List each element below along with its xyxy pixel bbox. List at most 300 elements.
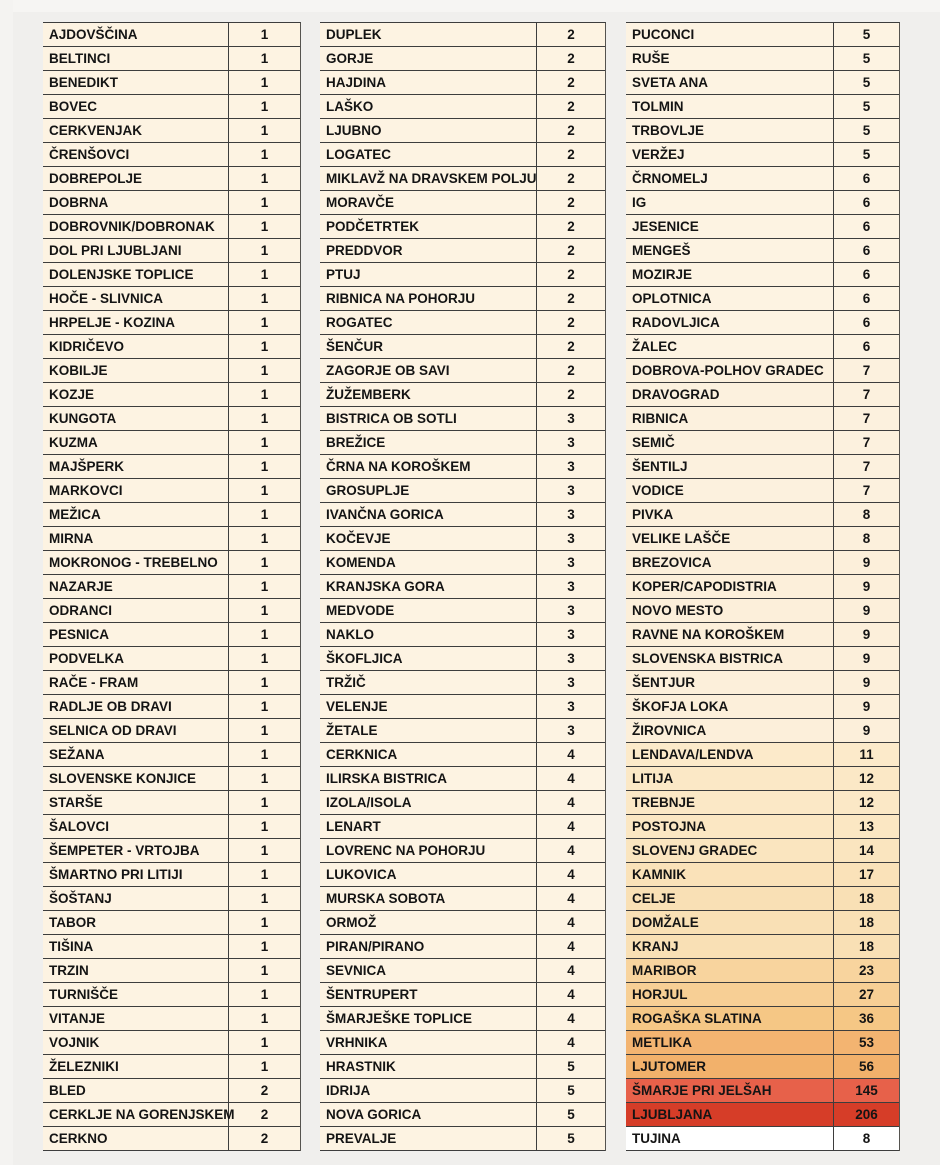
municipality-name-cell[interactable]: NAZARJE [49,579,113,594]
municipality-name-cell[interactable]: ŠALOVCI [49,819,110,834]
municipality-count-cell[interactable]: 2 [536,143,605,166]
municipality-name-cell[interactable]: LITIJA [632,771,674,786]
municipality-count-cell[interactable]: 5 [833,47,899,70]
municipality-name-cell[interactable]: RADLJE OB DRAVI [49,699,172,714]
municipality-name-cell[interactable]: LAŠKO [326,99,374,114]
municipality-name-cell[interactable]: ODRANCI [49,603,112,618]
municipality-count-cell[interactable]: 1 [228,1007,300,1030]
table-row [43,599,300,623]
municipality-count-cell[interactable]: 7 [833,455,899,478]
municipality-count-cell[interactable]: 6 [833,239,899,262]
municipality-name-cell[interactable]: AJDOVŠČINA [49,27,138,42]
municipality-count-cell[interactable]: 1 [228,287,300,310]
table-row [320,431,605,455]
municipality-table-3 [626,22,900,1151]
municipality-count-cell[interactable]: 1 [228,575,300,598]
municipality-name-cell[interactable]: MORAVČE [326,195,395,210]
municipality-count-cell[interactable]: 23 [833,959,899,982]
municipality-name-cell[interactable]: ROGAŠKA SLATINA [632,1011,762,1026]
municipality-name-cell[interactable]: TABOR [49,915,96,930]
table-row [320,767,605,791]
municipality-name-cell[interactable]: VODICE [632,483,684,498]
municipality-count-cell[interactable]: 4 [536,815,605,838]
municipality-count-cell[interactable]: 11 [833,743,899,766]
municipality-count-cell[interactable]: 3 [536,407,605,430]
municipality-name-cell[interactable]: MEŽICA [49,507,101,522]
municipality-name-cell[interactable]: GORJE [326,51,374,66]
municipality-count-cell[interactable]: 13 [833,815,899,838]
municipality-count-cell[interactable]: 4 [536,1007,605,1030]
municipality-count-cell[interactable]: 2 [536,215,605,238]
municipality-name-cell[interactable]: CERKLJE NA GORENJSKEM [49,1107,235,1122]
municipality-name-cell[interactable]: CERKNICA [326,747,398,762]
municipality-name-cell[interactable]: ČRENŠOVCI [49,147,130,162]
municipality-name-cell[interactable]: SEMIČ [632,435,675,450]
municipality-name-cell[interactable]: ŠENTRUPERT [326,987,418,1002]
municipality-count-cell[interactable]: 4 [536,887,605,910]
municipality-name-cell[interactable]: ŠMARJE PRI JELŠAH [632,1083,772,1098]
municipality-count-cell[interactable]: 1 [228,1055,300,1078]
municipality-name-cell[interactable]: PODVELKA [49,651,125,666]
municipality-count-cell[interactable]: 9 [833,719,899,742]
municipality-count-cell[interactable]: 12 [833,791,899,814]
table-row [320,263,605,287]
municipality-count-cell[interactable]: 3 [536,647,605,670]
municipality-count-cell[interactable]: 18 [833,911,899,934]
municipality-name-cell[interactable]: RIBNICA [632,411,689,426]
municipality-count-cell[interactable]: 206 [833,1103,899,1126]
municipality-count-cell[interactable]: 2 [228,1103,300,1126]
municipality-count-cell[interactable]: 5 [536,1055,605,1078]
municipality-name-cell[interactable]: KIDRIČEVO [49,339,125,354]
municipality-name-cell[interactable]: IZOLA/ISOLA [326,795,412,810]
municipality-name-cell[interactable]: ŽETALE [326,723,378,738]
municipality-name-cell[interactable]: TRŽIČ [326,675,366,690]
municipality-count-cell[interactable]: 9 [833,575,899,598]
municipality-count-cell[interactable]: 1 [228,191,300,214]
municipality-name-cell[interactable]: SLOVENSKE KONJICE [49,771,197,786]
municipality-name-cell[interactable]: HRPELJE - KOZINA [49,315,176,330]
municipality-count-cell[interactable]: 1 [228,263,300,286]
municipality-count-cell[interactable]: 2 [536,287,605,310]
municipality-count-cell[interactable]: 1 [228,239,300,262]
municipality-count-cell[interactable]: 4 [536,1031,605,1054]
municipality-count-cell[interactable]: 3 [536,503,605,526]
municipality-name-cell[interactable]: SEŽANA [49,747,105,762]
municipality-name-cell[interactable]: KUNGOTA [49,411,117,426]
municipality-name-cell[interactable]: BLED [49,1083,86,1098]
municipality-count-cell[interactable]: 1 [228,887,300,910]
municipality-count-cell[interactable]: 1 [228,671,300,694]
municipality-count-cell[interactable]: 1 [228,623,300,646]
municipality-count-cell[interactable]: 1 [228,119,300,142]
municipality-name-cell[interactable]: ŠEMPETER - VRTOJBA [49,843,200,858]
municipality-name-cell[interactable]: POSTOJNA [632,819,707,834]
municipality-count-cell[interactable]: 1 [228,935,300,958]
municipality-name-cell[interactable]: METLIKA [632,1035,692,1050]
municipality-name-cell[interactable]: PIRAN/PIRANO [326,939,425,954]
municipality-count-cell[interactable]: 1 [228,959,300,982]
municipality-name-cell[interactable]: BISTRICA OB SOTLI [326,411,457,426]
municipality-count-cell[interactable]: 9 [833,623,899,646]
municipality-count-cell[interactable]: 7 [833,407,899,430]
municipality-count-cell[interactable]: 9 [833,647,899,670]
municipality-name-cell[interactable]: ČRNA NA KOROŠKEM [326,459,471,474]
table-row [320,239,605,263]
municipality-name-cell[interactable]: ŽELEZNIKI [49,1059,119,1074]
municipality-name-cell[interactable]: VOJNIK [49,1035,100,1050]
municipality-name-cell[interactable]: ILIRSKA BISTRICA [326,771,447,786]
municipality-count-cell[interactable]: 6 [833,311,899,334]
municipality-count-cell[interactable]: 1 [228,167,300,190]
municipality-count-cell[interactable]: 2 [536,335,605,358]
municipality-name-cell[interactable]: TUJINA [632,1131,681,1146]
municipality-count-cell[interactable]: 1 [228,503,300,526]
municipality-name-cell[interactable]: RUŠE [632,51,670,66]
municipality-name-cell[interactable]: SLOVENSKA BISTRICA [632,651,784,666]
municipality-count-cell[interactable]: 7 [833,359,899,382]
table-row [43,23,300,47]
municipality-name-cell[interactable]: BREZOVICA [632,555,712,570]
municipality-count-cell[interactable]: 5 [833,23,899,46]
municipality-count-cell[interactable]: 3 [536,455,605,478]
municipality-count-cell[interactable]: 8 [833,1127,899,1150]
municipality-name-cell[interactable]: CELJE [632,891,676,906]
municipality-name-cell[interactable]: HORJUL [632,987,688,1002]
municipality-name-cell[interactable]: STARŠE [49,795,103,810]
municipality-name-cell[interactable]: RAVNE NA KOROŠKEM [632,627,785,642]
municipality-name-cell[interactable]: MOKRONOG - TREBELNO [49,555,218,570]
municipality-count-cell[interactable]: 1 [228,647,300,670]
municipality-name-cell[interactable]: LOGATEC [326,147,391,162]
municipality-count-cell[interactable]: 1 [228,383,300,406]
municipality-count-cell[interactable]: 1 [228,791,300,814]
municipality-name-cell[interactable]: ZAGORJE OB SAVI [326,363,450,378]
municipality-name-cell[interactable]: BREŽICE [326,435,386,450]
municipality-name-cell[interactable]: ORMOŽ [326,915,377,930]
municipality-count-cell[interactable]: 1 [228,335,300,358]
municipality-count-cell[interactable]: 5 [833,95,899,118]
municipality-name-cell[interactable]: ŽALEC [632,339,677,354]
municipality-count-cell[interactable]: 1 [228,743,300,766]
municipality-name-cell[interactable]: KRANJ [632,939,679,954]
municipality-count-cell[interactable]: 3 [536,479,605,502]
municipality-name-cell[interactable]: MURSKA SOBOTA [326,891,446,906]
municipality-count-cell[interactable]: 1 [228,143,300,166]
municipality-count-cell[interactable]: 17 [833,863,899,886]
municipality-count-cell[interactable]: 2 [228,1079,300,1102]
municipality-name-cell[interactable]: PESNICA [49,627,110,642]
municipality-name-cell[interactable]: NOVO MESTO [632,603,724,618]
municipality-name-cell[interactable]: BOVEC [49,99,98,114]
municipality-count-cell[interactable]: 2 [536,191,605,214]
municipality-count-cell[interactable]: 3 [536,575,605,598]
municipality-count-cell[interactable]: 5 [833,119,899,142]
municipality-name-cell[interactable]: KOPER/CAPODISTRIA [632,579,777,594]
municipality-name-cell[interactable]: CERKNO [49,1131,108,1146]
municipality-count-cell[interactable]: 2 [536,71,605,94]
municipality-count-cell[interactable]: 1 [228,839,300,862]
municipality-name-cell[interactable]: MARIBOR [632,963,697,978]
municipality-count-cell[interactable]: 1 [228,23,300,46]
municipality-name-cell[interactable]: IG [632,195,647,210]
municipality-name-cell[interactable]: ŽIROVNICA [632,723,707,738]
municipality-name-cell[interactable]: TIŠINA [49,939,94,954]
municipality-count-cell[interactable]: 4 [536,791,605,814]
municipality-name-cell[interactable]: DRAVOGRAD [632,387,720,402]
municipality-count-cell[interactable]: 1 [228,215,300,238]
municipality-count-cell[interactable]: 3 [536,599,605,622]
municipality-count-cell[interactable]: 7 [833,383,899,406]
municipality-name-cell[interactable]: CERKVENJAK [49,123,143,138]
municipality-count-cell[interactable]: 2 [536,167,605,190]
municipality-count-cell[interactable]: 2 [536,263,605,286]
municipality-name-cell[interactable]: VELENJE [326,699,388,714]
municipality-count-cell[interactable]: 1 [228,695,300,718]
municipality-count-cell[interactable]: 1 [228,359,300,382]
municipality-name-cell[interactable]: TREBNJE [632,795,696,810]
municipality-count-cell[interactable]: 7 [833,431,899,454]
municipality-name-cell[interactable]: VERŽEJ [632,147,685,162]
municipality-name-cell[interactable]: LENDAVA/LENDVA [632,747,754,762]
municipality-count-cell[interactable]: 1 [228,719,300,742]
table-row [626,647,899,671]
municipality-count-cell[interactable]: 3 [536,719,605,742]
table-row [43,767,300,791]
table-row [320,71,605,95]
table-row [320,599,605,623]
municipality-count-cell[interactable]: 9 [833,695,899,718]
municipality-count-cell[interactable]: 1 [228,407,300,430]
municipality-count-cell[interactable]: 6 [833,215,899,238]
municipality-name-cell[interactable]: MIRNA [49,531,94,546]
municipality-name-cell[interactable]: VELIKE LAŠČE [632,531,731,546]
municipality-count-cell[interactable]: 6 [833,287,899,310]
municipality-count-cell[interactable]: 1 [228,311,300,334]
municipality-name-cell[interactable]: DUPLEK [326,27,382,42]
municipality-count-cell[interactable]: 9 [833,551,899,574]
municipality-name-cell[interactable]: TURNIŠČE [49,987,119,1002]
municipality-count-cell[interactable]: 4 [536,959,605,982]
municipality-name-cell[interactable]: MAJŠPERK [49,459,125,474]
municipality-name-cell[interactable]: ŠKOFLJICA [326,651,403,666]
municipality-name-cell[interactable]: DOBREPOLJE [49,171,143,186]
municipality-name-cell[interactable]: KOZJE [49,387,95,402]
municipality-name-cell[interactable]: SEVNICA [326,963,387,978]
municipality-count-cell[interactable]: 18 [833,935,899,958]
municipality-name-cell[interactable]: PREDDVOR [326,243,403,258]
municipality-name-cell[interactable]: ŠOŠTANJ [49,891,112,906]
municipality-count-cell[interactable]: 2 [536,359,605,382]
municipality-name-cell[interactable]: ŠMARJEŠKE TOPLICE [326,1011,473,1026]
municipality-count-cell[interactable]: 3 [536,671,605,694]
table-row [320,47,605,71]
municipality-name-cell[interactable]: PTUJ [326,267,361,282]
table-row [626,911,899,935]
municipality-count-cell[interactable]: 8 [833,503,899,526]
municipality-name-cell[interactable]: BELTINCI [49,51,111,66]
municipality-name-cell[interactable]: HRASTNIK [326,1059,396,1074]
municipality-count-cell[interactable]: 4 [536,767,605,790]
municipality-count-cell[interactable]: 14 [833,839,899,862]
municipality-count-cell[interactable]: 145 [833,1079,899,1102]
municipality-name-cell[interactable]: PIVKA [632,507,674,522]
municipality-count-cell[interactable]: 6 [833,335,899,358]
municipality-name-cell[interactable]: LENART [326,819,381,834]
table-row [320,479,605,503]
municipality-count-cell[interactable]: 2 [536,239,605,262]
municipality-count-cell[interactable]: 9 [833,599,899,622]
municipality-count-cell[interactable]: 1 [228,71,300,94]
municipality-name-cell[interactable]: KOMENDA [326,555,396,570]
municipality-count-cell[interactable]: 4 [536,839,605,862]
municipality-name-cell[interactable]: ROGATEC [326,315,393,330]
municipality-name-cell[interactable]: ŠKOFJA LOKA [632,699,729,714]
municipality-name-cell[interactable]: RAČE - FRAM [49,675,139,690]
municipality-name-cell[interactable]: LUKOVICA [326,867,397,882]
municipality-name-cell[interactable]: ŠENTJUR [632,675,696,690]
municipality-name-cell[interactable]: SLOVENJ GRADEC [632,843,758,858]
municipality-name-cell[interactable]: LJUBLJANA [632,1107,713,1122]
municipality-count-cell[interactable]: 1 [228,551,300,574]
municipality-count-cell[interactable]: 12 [833,767,899,790]
municipality-name-cell[interactable]: TRBOVLJE [632,123,705,138]
municipality-count-cell[interactable]: 1 [228,47,300,70]
municipality-name-cell[interactable]: GROSUPLJE [326,483,410,498]
municipality-count-cell[interactable]: 8 [833,527,899,550]
municipality-name-cell[interactable]: DOBRNA [49,195,109,210]
municipality-name-cell[interactable]: ŠENTILJ [632,459,688,474]
municipality-name-cell[interactable]: TRZIN [49,963,89,978]
municipality-name-cell[interactable]: DOL PRI LJUBLJANI [49,243,182,258]
municipality-count-cell[interactable]: 4 [536,743,605,766]
municipality-count-cell[interactable]: 1 [228,1031,300,1054]
municipality-count-cell[interactable]: 1 [228,431,300,454]
municipality-name-cell[interactable]: KRANJSKA GORA [326,579,445,594]
municipality-count-cell[interactable]: 1 [228,455,300,478]
municipality-count-cell[interactable]: 2 [536,47,605,70]
municipality-count-cell[interactable]: 1 [228,527,300,550]
municipality-count-cell[interactable]: 9 [833,671,899,694]
municipality-count-cell[interactable]: 1 [228,599,300,622]
municipality-name-cell[interactable]: HOČE - SLIVNICA [49,291,164,306]
municipality-count-cell[interactable]: 3 [536,551,605,574]
municipality-name-cell[interactable]: VRHNIKA [326,1035,388,1050]
municipality-count-cell[interactable]: 1 [228,983,300,1006]
municipality-count-cell[interactable]: 2 [228,1127,300,1150]
municipality-name-cell[interactable]: SELNICA OD DRAVI [49,723,177,738]
municipality-count-cell[interactable]: 7 [833,479,899,502]
municipality-name-cell[interactable]: NOVA GORICA [326,1107,422,1122]
municipality-count-cell[interactable]: 36 [833,1007,899,1030]
municipality-name-cell[interactable]: PUCONCI [632,27,695,42]
municipality-count-cell[interactable]: 5 [536,1079,605,1102]
municipality-count-cell[interactable]: 5 [833,143,899,166]
municipality-count-cell[interactable]: 2 [536,95,605,118]
municipality-name-cell[interactable]: RADOVLJICA [632,315,720,330]
municipality-count-cell[interactable]: 3 [536,623,605,646]
municipality-count-cell[interactable]: 6 [833,167,899,190]
municipality-name-cell[interactable]: LJUBNO [326,123,382,138]
municipality-count-cell[interactable]: 2 [536,383,605,406]
municipality-name-cell[interactable]: PODČETRTEK [326,219,420,234]
municipality-count-cell[interactable]: 1 [228,479,300,502]
municipality-name-cell[interactable]: KAMNIK [632,867,686,882]
municipality-name-cell[interactable]: NAKLO [326,627,374,642]
municipality-count-cell[interactable]: 27 [833,983,899,1006]
municipality-count-cell[interactable]: 4 [536,911,605,934]
municipality-name-cell[interactable]: OPLOTNICA [632,291,712,306]
municipality-name-cell[interactable]: IVANČNA GORICA [326,507,444,522]
municipality-name-cell[interactable]: ČRNOMELJ [632,171,708,186]
municipality-name-cell[interactable]: KOČEVJE [326,531,391,546]
table-row [626,335,899,359]
municipality-count-cell[interactable]: 3 [536,695,605,718]
municipality-count-cell[interactable]: 3 [536,527,605,550]
municipality-count-cell[interactable]: 5 [536,1103,605,1126]
municipality-count-cell[interactable]: 1 [228,95,300,118]
municipality-count-cell[interactable]: 1 [228,815,300,838]
municipality-count-cell[interactable]: 6 [833,263,899,286]
municipality-name-cell[interactable]: LOVRENC NA POHORJU [326,843,486,858]
municipality-name-cell[interactable]: DOLENJSKE TOPLICE [49,267,194,282]
municipality-name-cell[interactable]: DOMŽALE [632,915,699,930]
municipality-name-cell[interactable]: ŽUŽEMBERK [326,387,411,402]
municipality-name-cell[interactable]: DOBROVA-POLHOV GRADEC [632,363,824,378]
municipality-name-cell[interactable]: SVETA ANA [632,75,709,90]
municipality-count-cell[interactable]: 4 [536,935,605,958]
table-row [43,1007,300,1031]
municipality-count-cell[interactable]: 2 [536,119,605,142]
table-row [43,647,300,671]
municipality-name-cell[interactable]: ŠENČUR [326,339,384,354]
municipality-name-cell[interactable]: MENGEŠ [632,243,691,258]
municipality-name-cell[interactable]: JESENICE [632,219,699,234]
municipality-name-cell[interactable]: RIBNICA NA POHORJU [326,291,476,306]
table-row [320,1007,605,1031]
municipality-name-cell[interactable]: MOZIRJE [632,267,693,282]
municipality-name-cell[interactable]: PREVALJE [326,1131,397,1146]
municipality-name-cell[interactable]: LJUTOMER [632,1059,707,1074]
municipality-name-cell[interactable]: TOLMIN [632,99,684,114]
municipality-count-cell[interactable]: 5 [833,71,899,94]
municipality-count-cell[interactable]: 4 [536,863,605,886]
municipality-count-cell[interactable]: 4 [536,983,605,1006]
municipality-name-cell[interactable]: KOBILJE [49,363,108,378]
municipality-count-cell[interactable]: 53 [833,1031,899,1054]
municipality-count-cell[interactable]: 3 [536,431,605,454]
municipality-name-cell[interactable]: ŠMARTNO PRI LITIJI [49,867,183,882]
municipality-count-cell[interactable]: 1 [228,767,300,790]
municipality-name-cell[interactable]: BENEDIKT [49,75,119,90]
municipality-count-cell[interactable]: 5 [536,1127,605,1150]
municipality-name-cell[interactable]: HAJDINA [326,75,387,90]
municipality-name-cell[interactable]: KUZMA [49,435,98,450]
municipality-name-cell[interactable]: IDRIJA [326,1083,371,1098]
municipality-count-cell[interactable]: 2 [536,23,605,46]
municipality-count-cell[interactable]: 2 [536,311,605,334]
municipality-name-cell[interactable]: MEDVODE [326,603,395,618]
municipality-count-cell[interactable]: 6 [833,191,899,214]
municipality-count-cell[interactable]: 18 [833,887,899,910]
municipality-count-cell[interactable]: 1 [228,911,300,934]
municipality-name-cell[interactable]: DOBROVNIK/DOBRONAK [49,219,215,234]
municipality-name-cell[interactable]: MIKLAVŽ NA DRAVSKEM POLJU [326,171,537,186]
municipality-count-cell[interactable]: 1 [228,863,300,886]
municipality-count-cell[interactable]: 56 [833,1055,899,1078]
municipality-name-cell[interactable]: VITANJE [49,1011,106,1026]
municipality-name-cell[interactable]: MARKOVCI [49,483,123,498]
